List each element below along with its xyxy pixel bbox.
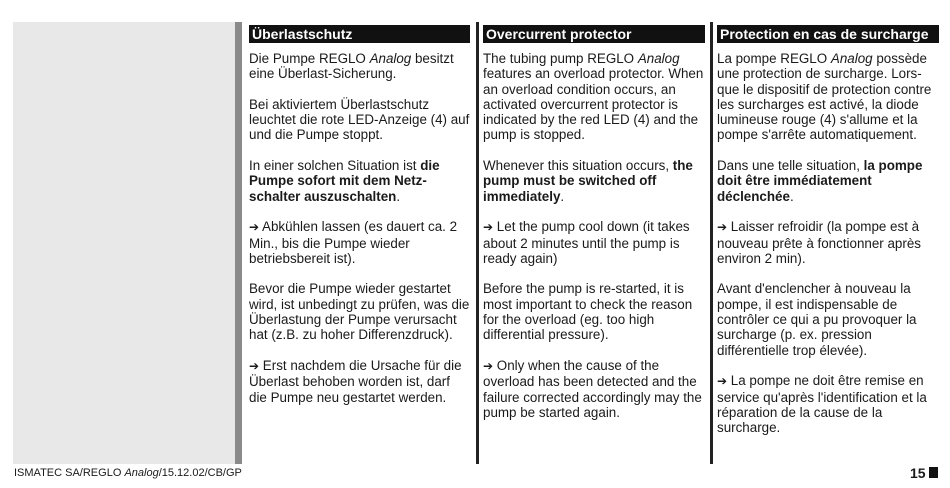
- text-run: ISMATEC SA/REGLO: [14, 467, 125, 479]
- column-french: [717, 25, 939, 451]
- column-french-body: [717, 51, 939, 435]
- text-run: /15.12.02/CB/GP: [158, 467, 242, 479]
- paragraph: [717, 219, 939, 266]
- paragraph: [717, 158, 939, 204]
- arrow-right-icon: ➔: [483, 220, 494, 235]
- text-run: Laisser refroidir (la pompe est à nouveau prête à fonctionner après environ 2 min).: [717, 219, 921, 266]
- text-run: Only when the cause of the overload has been detected and the failure corrected accordingly may the pump be started again.: [483, 357, 702, 420]
- paragraph: Before the pump is re-started, it is most important to check the reason for the overload (eg. too high differential pressure).: [483, 281, 693, 343]
- paragraph: [249, 219, 470, 266]
- paragraph: Bevor die Pumpe wieder gestartet wird, ist unbedingt zu prüfen, was die Überlastung der Pumpe verursacht hat (z.B. zu hoher Differenzdruck).: [249, 281, 470, 343]
- arrow-right-icon: ➔: [249, 358, 260, 373]
- product-name: Analog: [124, 467, 159, 479]
- column-english-body: [483, 51, 705, 420]
- arrow-right-icon: ➔: [717, 374, 728, 389]
- text-run: In einer solchen Situation ist: [249, 158, 421, 174]
- arrow-right-icon: ➔: [249, 220, 260, 235]
- text-run: Erst nachdem die Ursache für die Überlast behoben worden ist, darf die Pumpe neu gestartet werden.: [249, 357, 462, 405]
- text-run: La pompe ne doit être remise en service qu'après l'identification et la réparation de la cause de la surcharge.: [717, 373, 927, 436]
- paragraph: [717, 373, 939, 435]
- text-run: possède une protection de surcharge. Lors-que le dispositif de protection contre les surcharges est activé, la diode lumineuse rouge (4) s'allume et la pompe s'arrête automatiquement.: [717, 51, 932, 143]
- column-german-body: [249, 51, 470, 405]
- paragraph: [483, 158, 705, 204]
- sidebar-edge-bar: [235, 22, 242, 464]
- footer-document-id: [14, 466, 242, 480]
- column-english: [483, 25, 705, 435]
- heading-german: Überlastschutz: [249, 25, 470, 43]
- text-run: Die Pumpe REGLO: [249, 51, 370, 66]
- product-name: Analog: [637, 51, 680, 66]
- text-run: features an overload protector. When an overload condition occurs, an activated overcurrent protector is indicated by the red LED (4) and the pump is stopped.: [483, 66, 704, 143]
- page-marker-block: [929, 467, 938, 478]
- paragraph: [483, 219, 705, 266]
- text-run: Dans une telle situation,: [717, 158, 864, 174]
- page-number: 15: [910, 465, 926, 481]
- paragraph: Bei aktiviertem Überlastschutz leuchtet die rote LED-Anzeige (4) auf und die Pumpe stoppt.: [249, 96, 470, 143]
- warning-text: die Pumpe sofort mit dem Netz-schalter auszuschalten: [249, 158, 440, 204]
- product-name: Analog: [830, 51, 873, 66]
- product-name: Analog: [369, 51, 412, 66]
- text-run: Let the pump cool down (it takes about 2 minutes until the pump is ready again): [483, 219, 690, 266]
- arrow-right-icon: ➔: [483, 358, 494, 373]
- paragraph: [483, 358, 705, 420]
- sidebar-panel: [13, 22, 235, 464]
- warning-text: the pump must be switched off immediately: [483, 158, 693, 204]
- text-run: The tubing pump REGLO: [483, 51, 638, 66]
- text-run: Whenever this situation occurs,: [483, 158, 673, 174]
- text-run: besitzt eine Überlast-Sicherung.: [249, 51, 454, 82]
- paragraph: [717, 51, 939, 143]
- heading-french: Protection en cas de surcharge: [717, 25, 939, 43]
- paragraph: Avant d'enclencher à nouveau la pompe, il est indispensable de contrôler ce qui a pu provoquer la surcharge (p. ex. pression différentielle trop élevée).: [717, 281, 917, 358]
- text-run: .: [396, 188, 401, 204]
- text-run: Abkühlen lassen (es dauert ca. 2 Min., bis die Pumpe wieder betriebsbereit ist).: [249, 219, 458, 266]
- warning-text: la pompe doit être immédiatement déclenchée: [717, 158, 923, 204]
- column-divider: [710, 22, 713, 464]
- heading-english: Overcurrent protector: [483, 25, 705, 43]
- arrow-right-icon: ➔: [717, 220, 728, 235]
- paragraph: [249, 358, 470, 405]
- text-run: .: [789, 188, 794, 204]
- text-run: .: [560, 188, 565, 204]
- paragraph: [249, 51, 470, 82]
- text-run: La pompe REGLO: [717, 51, 831, 66]
- column-german: [249, 25, 470, 420]
- paragraph: [249, 158, 470, 204]
- paragraph: [483, 51, 705, 143]
- column-divider: [476, 22, 479, 464]
